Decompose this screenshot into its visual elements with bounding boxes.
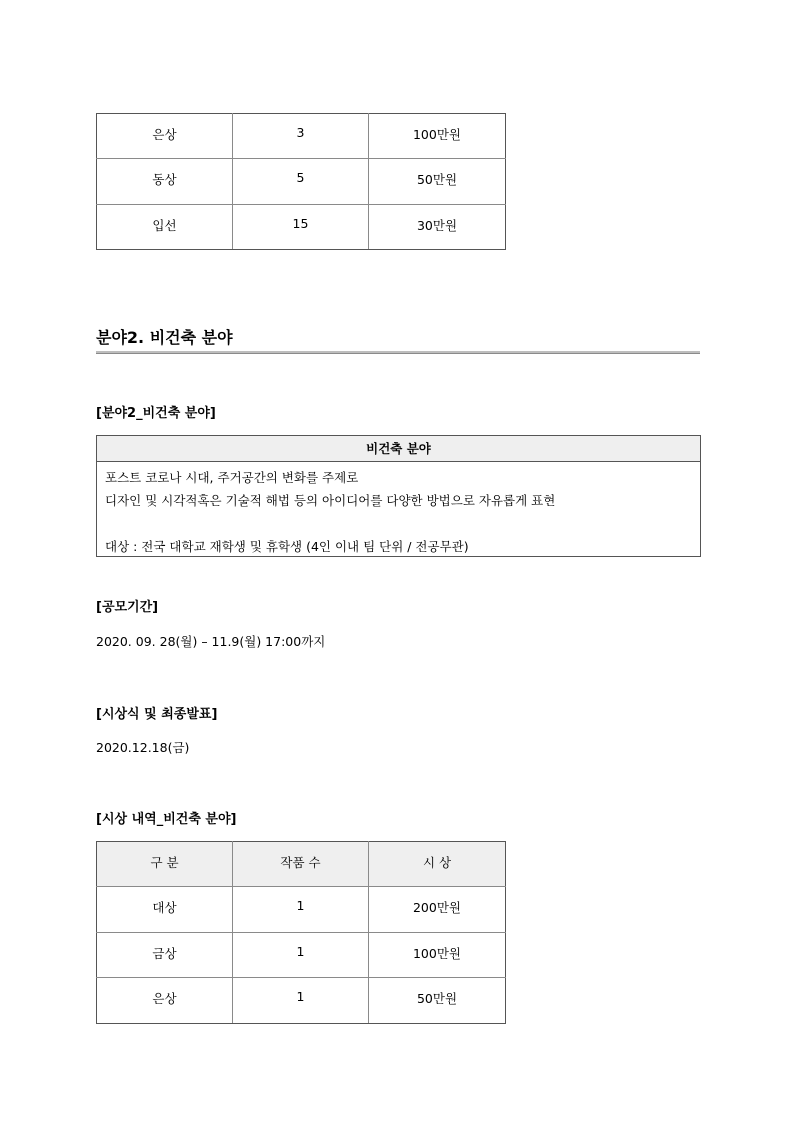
table-cell: 5: [233, 159, 369, 205]
table-row: [97, 887, 506, 933]
period-label: [공모기간]: [96, 600, 159, 615]
table-row: [97, 114, 506, 159]
section-divider: [96, 351, 700, 354]
table-cell: 50만원: [369, 978, 506, 1024]
field-description-box: [96, 435, 701, 557]
table-row: [97, 205, 506, 250]
table-cell: 100만원: [369, 933, 506, 978]
section-title: 분야2. 비건축 분야: [96, 328, 233, 347]
field-box-line: 디자인 및 시각적혹은 기술적 해법 등의 아이디어를 다양한 방법으로 자유롭게 표현: [105, 493, 556, 508]
table-cell: 입선: [97, 205, 233, 250]
table-cell: 동상: [97, 159, 233, 205]
table-cell: 100만원: [369, 114, 506, 159]
awards-label: [시상 내역_비건축 분야]: [96, 812, 237, 827]
period-text: 2020. 09. 28(월) – 11.9(월) 17:00까지: [96, 634, 326, 649]
table-header-row: [97, 842, 506, 887]
table-cell: 금상: [97, 933, 233, 978]
table-cell: 30만원: [369, 205, 506, 250]
table-cell: 1: [233, 887, 369, 933]
field-box-body: [97, 462, 700, 562]
table-cell: 1: [233, 933, 369, 978]
ceremony-label: [시상식 및 최종발표]: [96, 707, 218, 722]
awards-table: [96, 841, 506, 1024]
table-cell: 50만원: [369, 159, 506, 205]
table-row: [97, 978, 506, 1024]
field-box-line: 대상 : 전국 대학교 재학생 및 휴학생 (4인 이내 팀 단위 / 전공무관): [105, 539, 469, 554]
table-cell: 3: [233, 114, 369, 159]
table-row: [97, 933, 506, 978]
prize-table-continued: [96, 113, 506, 250]
field-box-line: 포스트 코로나 시대, 주거공간의 변화를 주제로: [105, 470, 359, 485]
field-label: [분야2_비건축 분야]: [96, 406, 216, 421]
table-cell: 은상: [97, 114, 233, 159]
table-cell: 200만원: [369, 887, 506, 933]
ceremony-text: 2020.12.18(금): [96, 740, 190, 755]
field-box-header: 비건축 분야: [97, 436, 700, 462]
table-row: [97, 159, 506, 205]
table-header-cell: 구 분: [97, 842, 233, 887]
table-cell: 15: [233, 205, 369, 250]
table-cell: 은상: [97, 978, 233, 1024]
table-header-cell: 시 상: [369, 842, 506, 887]
table-header-cell: 작품 수: [233, 842, 369, 887]
table-cell: 대상: [97, 887, 233, 933]
table-cell: 1: [233, 978, 369, 1024]
